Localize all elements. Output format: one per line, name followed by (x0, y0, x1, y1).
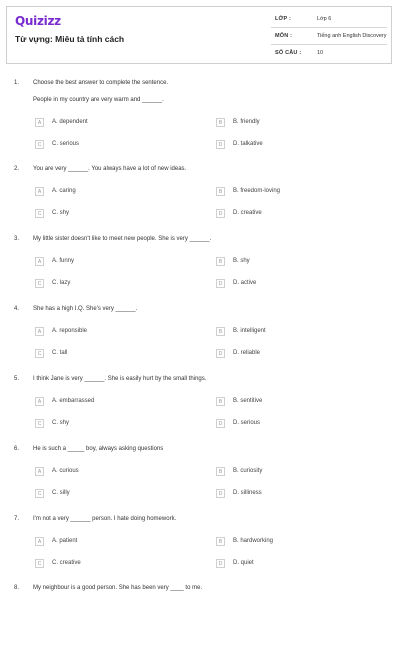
meta-value: 10 (317, 50, 324, 56)
option-letter-box[interactable]: C (35, 419, 44, 428)
option-text: D. silliness (233, 490, 262, 496)
option-letter-box[interactable]: D (216, 419, 225, 428)
question-text: You are very ______. You always have a lot of new ideas. (33, 166, 187, 172)
option-text: D. talkative (233, 141, 263, 147)
option-letter-box[interactable]: C (35, 209, 44, 218)
option-letter-box[interactable]: A (35, 327, 44, 336)
option-letter-box[interactable]: A (35, 118, 44, 127)
option-letter-box[interactable]: D (216, 140, 225, 149)
meta-key: LỚP : (275, 16, 291, 22)
option-text: D. active (233, 280, 257, 286)
option-letter-box[interactable]: A (35, 257, 44, 266)
option-text: C. shy (52, 210, 70, 216)
question-text: My neighbour is a good person. She has been very ____ to me. (33, 585, 203, 591)
question-item (0, 446, 400, 516)
meta-key: SỐ CÂU : (275, 50, 302, 56)
option-letter-box[interactable]: D (216, 349, 225, 358)
question-text: I'm not a very ______ person. I hate doing homework. (33, 516, 177, 522)
option-letter-box[interactable]: A (35, 537, 44, 546)
option-letter-box[interactable]: D (216, 209, 225, 218)
question-number: 7. (14, 516, 20, 522)
meta-row-count (271, 45, 387, 61)
question-text: He is such a _____ boy, always asking questions (33, 446, 164, 452)
option-text: B. sentitive (233, 398, 263, 404)
question-item (0, 236, 400, 306)
question-number: 4. (14, 306, 20, 312)
option-text: B. intelligent (233, 328, 266, 334)
option-text: A. dependent (52, 119, 88, 125)
question-number: 5. (14, 376, 20, 382)
option-text: A. funny (52, 258, 75, 264)
option-letter-box[interactable]: D (216, 279, 225, 288)
option-letter-box[interactable]: B (216, 467, 225, 476)
option-letter-box[interactable]: D (216, 559, 225, 568)
question-text-line-2: People in my country are very warm and ______. (33, 97, 164, 103)
option-text: B. freedom-loving (233, 188, 281, 194)
option-letter-box[interactable]: A (35, 467, 44, 476)
option-text: C. tall (52, 350, 68, 356)
option-letter-box[interactable]: B (216, 537, 225, 546)
question-text: My little sister doesn't like to meet new people. She is very ______. (33, 236, 212, 242)
option-text: D. creative (233, 210, 262, 216)
option-text: B. curiosity (233, 468, 263, 474)
question-number: 6. (14, 446, 20, 452)
question-item (0, 376, 400, 446)
option-letter-box[interactable]: A (35, 187, 44, 196)
option-letter-box[interactable]: B (216, 187, 225, 196)
option-text: C. shy (52, 420, 70, 426)
option-text: D. reliable (233, 350, 261, 356)
option-letter-box[interactable]: B (216, 118, 225, 127)
option-text: A. patient (52, 538, 78, 544)
meta-value: Lớp 6 (317, 16, 332, 22)
meta-value: Tiếng anh English Discovery (317, 33, 387, 39)
option-text: A. reponsible (52, 328, 88, 334)
question-number: 3. (14, 236, 20, 242)
option-text: D. serious (233, 420, 261, 426)
question-number: 2. (14, 166, 20, 172)
option-letter-box[interactable]: C (35, 279, 44, 288)
option-text: C. silly (52, 490, 70, 496)
question-item (0, 585, 400, 655)
option-letter-box[interactable]: C (35, 349, 44, 358)
question-text: Choose the best answer to complete the sentence. (33, 80, 169, 86)
question-text: I think Jane is very ______. She is easily hurt by the small things. (33, 376, 207, 382)
question-item (0, 80, 400, 150)
option-text: D. quiet (233, 560, 254, 566)
question-text: She has a high I.Q. She's very ______. (33, 306, 138, 312)
worksheet-title: Từ vựng: Miêu tả tính cách (15, 34, 125, 44)
option-text: B. friendly (233, 119, 260, 125)
meta-row-grade (271, 11, 387, 28)
option-text: B. hardworking (233, 538, 274, 544)
option-text: C. serious (52, 141, 80, 147)
worksheet-header (6, 6, 392, 64)
option-letter-box[interactable]: B (216, 327, 225, 336)
question-number: 1. (14, 80, 20, 86)
question-item (0, 166, 400, 236)
question-item (0, 516, 400, 586)
option-letter-box[interactable]: C (35, 140, 44, 149)
option-text: A. embarrassed (52, 398, 95, 404)
meta-key: MÔN : (275, 33, 293, 39)
option-text: B. shy (233, 258, 250, 264)
meta-row-subject (271, 28, 387, 45)
option-letter-box[interactable]: B (216, 257, 225, 266)
option-letter-box[interactable]: C (35, 559, 44, 568)
quizizz-logo: Quizizz (15, 14, 61, 28)
option-text: C. lazy (52, 280, 71, 286)
option-text: A. caring (52, 188, 76, 194)
option-letter-box[interactable]: B (216, 397, 225, 406)
option-letter-box[interactable]: C (35, 489, 44, 498)
question-number: 8. (14, 585, 20, 591)
option-letter-box[interactable]: A (35, 397, 44, 406)
option-letter-box[interactable]: D (216, 489, 225, 498)
option-text: A. curious (52, 468, 79, 474)
question-item (0, 306, 400, 376)
option-text: C. creative (52, 560, 81, 566)
